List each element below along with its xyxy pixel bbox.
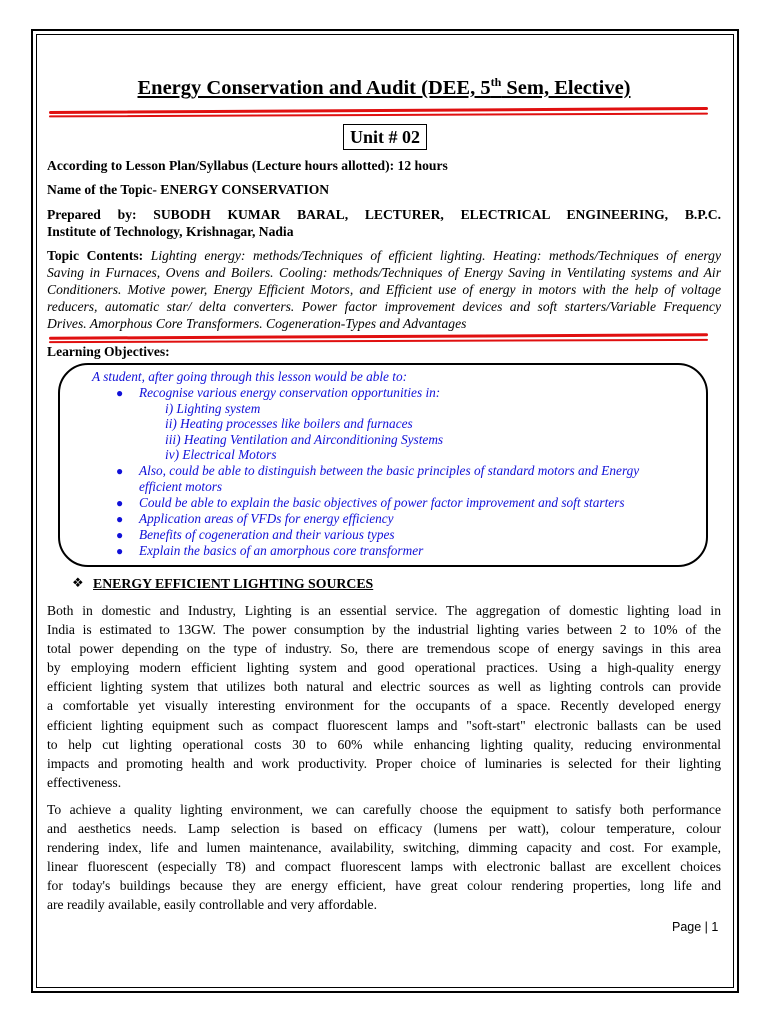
topic-contents-label: Topic Contents: <box>47 248 144 263</box>
topic-contents <box>47 247 721 332</box>
topic-name-line: Name of the Topic- ENERGY CONSERVATION <box>47 182 330 197</box>
objective-item-1: Recognise various energy conservation opportunities in: <box>139 385 441 400</box>
diamond-bullet-icon: ❖ <box>72 575 84 590</box>
section-heading: ENERGY EFFICIENT LIGHTING SOURCES <box>93 576 374 591</box>
para1-line-6: a comfortable yet visually interesting environment for the occupants of a space. Recently developed energy <box>47 698 721 714</box>
topic-contents-line-5 <box>47 315 721 332</box>
topic-contents-text-2: Saving in Furnaces, Ovens and Boilers. Cooling: methods/Techniques of Energy Saving in Ventilating systems and Air <box>47 265 721 280</box>
bullet-icon: ● <box>116 544 124 558</box>
objectives-intro: A student, after going through this lesson would be able to: <box>92 369 408 384</box>
topic-contents-text-1: Lighting energy: methods/Techniques of efficient lighting. Heating: methods/Techniques of energy <box>143 248 721 263</box>
para1-line-10: effectiveness. <box>47 774 122 790</box>
objective-sub-item-2: ii) Heating processes like boilers and furnaces <box>165 416 413 431</box>
learning-objectives-heading: Learning Objectives: <box>47 344 170 359</box>
para2-line-1: To achieve a quality lighting environment, we can carefully choose the equipment to satisfy both performance <box>47 802 721 817</box>
lesson-plan-line: According to Lesson Plan/Syllabus (Lecture hours allotted): 12 hours <box>47 158 448 173</box>
bullet-icon: ● <box>116 528 124 542</box>
title-rest: Sem, Elective) <box>501 76 631 99</box>
para1-line-5: efficient lighting system that utilizes both natural and electric sources as well as lighting controls can provide <box>47 679 721 695</box>
topic-contents-line-3 <box>47 281 721 298</box>
topic-contents-line-1 <box>47 247 721 264</box>
topic-contents-line-4 <box>47 298 721 315</box>
para1-line-4: by employing modern efficient lighting system and good operational practices. Using a high-quality energy <box>47 660 721 676</box>
unit-label: Unit # 02 <box>343 124 427 150</box>
para1-line-9: impacts and promoting health and work productivity. Proper choice of luminaries is selected for their lighting <box>47 755 721 771</box>
para2-line-6: are readily available, easily controllable and very affordable. <box>47 897 377 913</box>
prepared-by-line1: Prepared by: SUBODH KUMAR BARAL, LECTURER, ELECTRICAL ENGINEERING, B.P.C. <box>47 207 721 222</box>
bullet-icon: ● <box>116 512 124 526</box>
para1-line-1: Both in domestic and Industry, Lighting is an essential service. The aggregation of domestic lighting load in <box>47 603 721 618</box>
bullet-icon: ● <box>116 386 124 400</box>
objective-sub-item-3: iii) Heating Ventilation and Airconditioning Systems <box>165 432 444 447</box>
para2-line-2: and aesthetics needs. Lamp selection is based on efficacy (lumens per watt), colour temperature, colour <box>47 821 721 837</box>
topic-contents-text-3: Conditioners. Motive power, Energy Efficient Motors, and Efficient use of energy in motors with the help of voltage <box>47 282 721 297</box>
objective-item-6: Explain the basics of an amorphous core transformer <box>139 543 424 558</box>
para1-line-2: India is estimated to 13GW. The power consumption by the industrial lighting varies between 2 to 10% of the <box>47 622 721 638</box>
bullet-icon: ● <box>116 464 124 478</box>
para1-line-7: efficient lighting equipment such as compact fluorescent lamps and "soft-start" electronic ballasts can be used <box>47 717 721 733</box>
objective-sub-item-1: i) Lighting system <box>165 401 261 416</box>
objective-item-2: Also, could be able to distinguish between the basic principles of standard motors and Energy <box>139 463 640 478</box>
section-paragraph-1 <box>47 601 721 792</box>
bullet-icon: ● <box>116 496 124 510</box>
topic-contents-line-2 <box>47 264 721 281</box>
para2-line-3: rendering index, life and lumen maintenance, availability, switching, dimming capacity and cost. For example, <box>47 840 721 856</box>
objective-item-3: Could be able to explain the basic objectives of power factor improvement and soft starters <box>139 495 625 510</box>
title-sup: th <box>490 75 502 89</box>
objective-sub-item-4: iv) Electrical Motors <box>165 447 277 462</box>
objective-item-4: Application areas of VFDs for energy efficiency <box>139 511 394 526</box>
objective-item-5: Benefits of cogeneration and their various types <box>139 527 395 542</box>
objective-item-2-cont: efficient motors <box>139 479 223 494</box>
para2-line-5: for today's buildings because they are energy efficient, have great colour rendering properties, long life and <box>47 878 721 894</box>
page-number: Page | 1 <box>672 920 719 934</box>
para2-line-4: linear fluorescent (especially T8) and compact fluorescent lamps with electronic ballast are excellent choices <box>47 859 721 875</box>
topic-contents-text-4: reducers, automatic star/ delta converters. Power factor improvement devices and soft starters/Variable Frequency <box>47 299 721 314</box>
title-main: Energy Conservation and Audit (DEE, 5 <box>137 76 491 99</box>
document-title <box>47 68 721 102</box>
para1-line-8: to help cut lighting operational costs 30 to 60% while enhancing lighting quality, reducing environmental <box>47 736 721 752</box>
section-paragraph-2 <box>47 800 721 915</box>
prepared-by-line2: Institute of Technology, Krishnagar, Nadia <box>47 224 294 239</box>
para1-line-3: total power depending on the type of industry. So, there are tremendous scope of energy savings in this area <box>47 641 721 657</box>
topic-contents-text-5: Drives. Amorphous Core Transformers. Cogeneration-Types and Advantages <box>47 316 467 331</box>
